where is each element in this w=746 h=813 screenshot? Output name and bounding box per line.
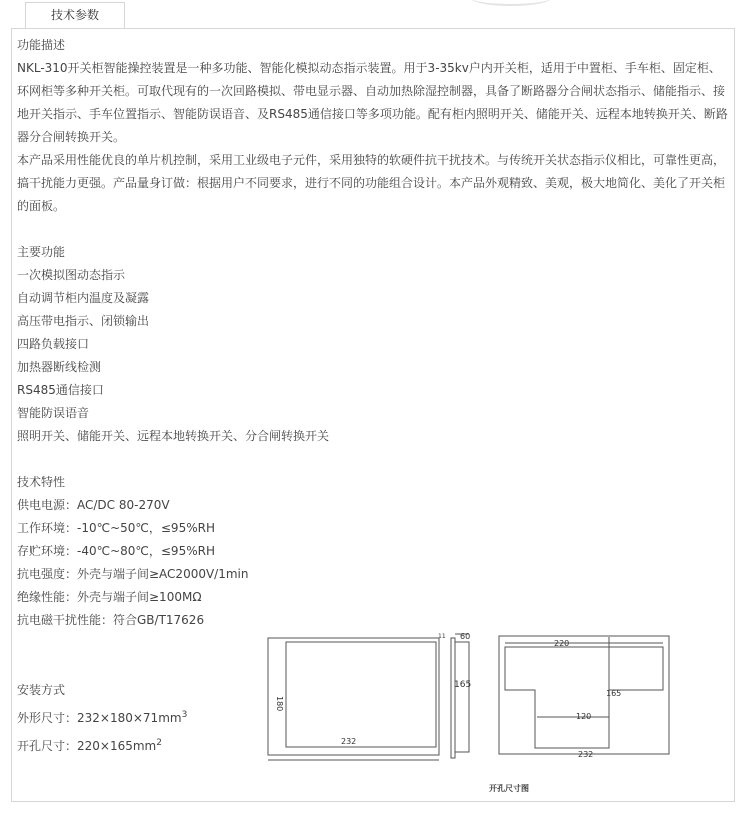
function-item: 高压带电指示、闭锁输出 — [17, 314, 150, 328]
spec-item: 供电电源：AC/DC 80-270V — [17, 498, 170, 512]
side-view-body — [454, 642, 472, 752]
side-small-label: 11 — [438, 633, 446, 640]
description-paragraph-1: NKL-310开关柜智能操控装置是一种多功能、智能化模拟动态指示装置。用于3-35kv户内开关柜，适用于中置柜、手车柜、固定柜、环网柜等多种开关柜。可取代现有的一次回路模拟、带电显示器、自动加热除湿控制器，具备了断路器分合闸状态指示、储能指示、接地开关指示、手车位置指示、智能防误语音、及RS485通信接口等多项功能。配有柜内照明开关、储能开关、远程本地转换开关、断路器分合闸转换开关。 — [17, 61, 728, 144]
side-view-flange — [451, 638, 455, 758]
section-heading-specs: 技术特性 — [17, 475, 66, 489]
cutout-height-label: 165 — [606, 689, 622, 698]
tab-bar — [11, 0, 735, 29]
function-item: 智能防误语音 — [17, 406, 90, 420]
install-section — [17, 676, 187, 760]
main-content — [17, 34, 731, 632]
cutout-width-label: 220 — [554, 639, 570, 648]
spec-item: 抗电磁干扰性能：符合GB/T17626 — [17, 613, 205, 627]
front-view-inner — [286, 642, 436, 747]
tab-tech-params[interactable]: 技术参数 — [25, 2, 125, 29]
section-heading-install: 安装方式 — [17, 683, 66, 697]
description-paragraph-2: 本产品采用性能优良的单片机控制，采用工业级电子元件，采用独特的软硬件抗干扰技术。与传统开关状态指示仪相比，可靠性更高，搞干扰能力更强。产品量身订做：根据用户不同要求，进行不同的功能组合设计。本产品外观精致、美观，极大地简化、美化了开关柜的面板。 — [17, 153, 726, 213]
decorative-arc — [471, 0, 551, 6]
function-item: 一次模拟图动态指示 — [17, 268, 126, 282]
function-item: 照明开关、储能开关、远程本地转换开关、分合闸转换开关 — [17, 429, 330, 443]
hole-size: 开孔尺寸：$220\times 165mm^2$ — [17, 738, 162, 753]
function-item: 自动调节柜内温度及凝露 — [17, 291, 150, 305]
spec-item: 工作环境：-10℃~50℃，≤95%RH — [17, 521, 215, 535]
outer-size: 外形尺寸：$232\times 180\times 71mm^3$ — [17, 710, 188, 725]
spec-item: 抗电强度：外壳与端子间≥AC2000V/1min — [17, 567, 249, 581]
side-thickness-label: 60 — [460, 632, 471, 641]
section-heading-description: 功能描述 — [17, 38, 66, 52]
cutout-shape — [505, 647, 663, 748]
section-heading-functions: 主要功能 — [17, 245, 66, 259]
side-height-label: 165 — [454, 680, 472, 690]
function-item: RS485通信接口 — [17, 383, 104, 397]
drawing-caption: 开孔尺寸图 — [489, 784, 529, 793]
spec-item: 存贮环境：-40℃~80℃，≤95%RH — [17, 544, 215, 558]
spec-item: 绝缘性能：外壳与端子间≥100MΩ — [17, 590, 202, 604]
cutout-inner-label: 120 — [576, 712, 592, 721]
cutout-bottom-label: 232 — [578, 750, 594, 759]
function-item: 加热器断线检测 — [17, 360, 102, 374]
function-item: 四路负载接口 — [17, 337, 90, 351]
front-width-label: 232 — [341, 737, 357, 746]
front-height-label: 180 — [275, 696, 284, 712]
dimension-drawing-svg — [263, 630, 683, 795]
cutout-outline — [499, 636, 669, 754]
dimension-drawing — [263, 630, 683, 795]
